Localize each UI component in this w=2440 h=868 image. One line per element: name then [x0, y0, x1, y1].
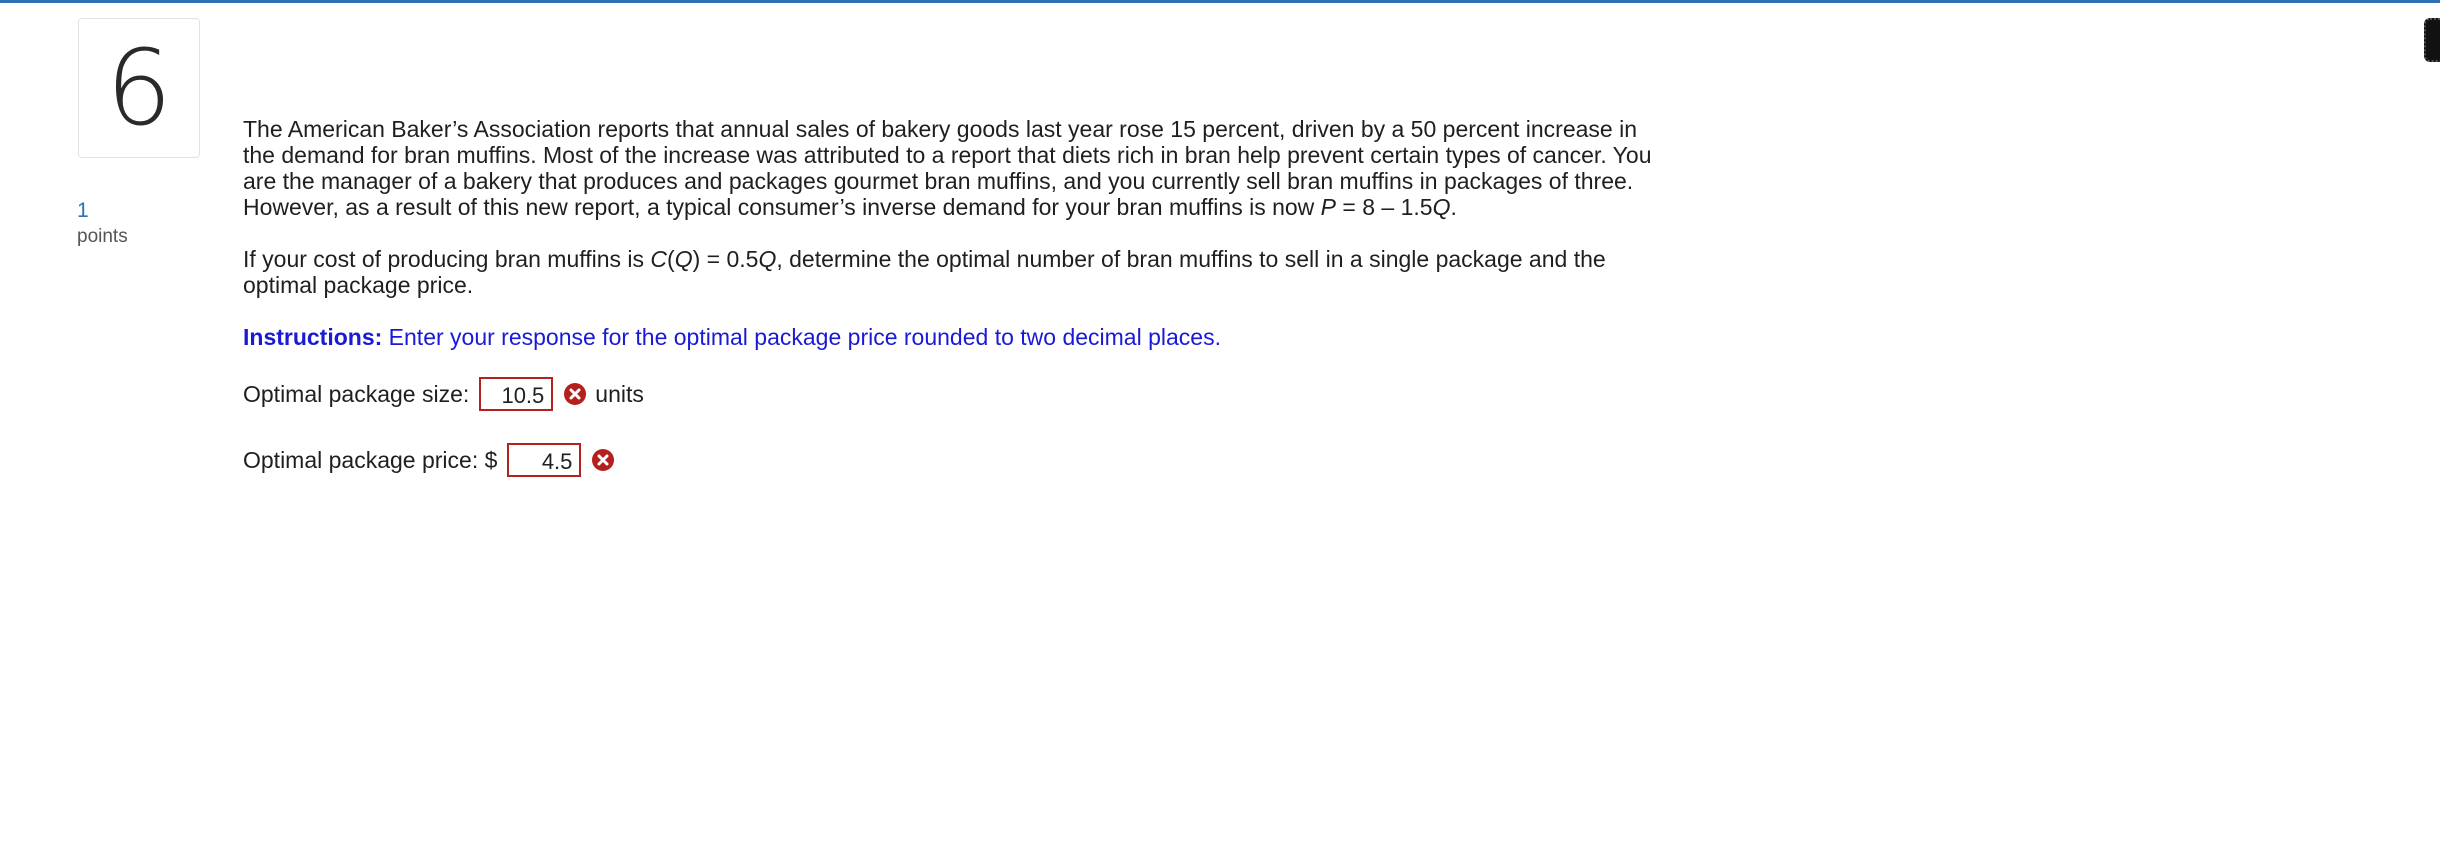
question-content: [243, 116, 1663, 478]
problem-paragraph-1: The American Baker’s Association reports that annual sales of bakery goods last year rose 15 percent, driven by a 50 percent increase in the demand for bran muffins. Most of the increase was attributed to a report that diets rich in bran help prevent certain types of cancer. You are the manager of a bakery that produces and packages gourmet bran muffins, and you currently sell bran muffins in packages of three. However, as a result of this new report, a typical consumer’s inverse demand for your bran muffins is now P = 8 – 1.5Q.: [243, 116, 1652, 220]
package-size-row: [243, 376, 1663, 412]
top-accent-bar: [0, 0, 2440, 3]
points-label: points: [77, 226, 128, 247]
error-icon: [563, 382, 587, 406]
question-number: 6: [105, 27, 173, 149]
package-price-label: Optimal package price: $: [243, 447, 498, 473]
side-panel-handle[interactable]: [2424, 18, 2440, 62]
package-price-input[interactable]: [507, 443, 581, 477]
question-number-box: [78, 18, 200, 158]
problem-paragraph-2: If your cost of producing bran muffins is C(Q) = 0.5Q, determine the optimal number of bran muffins to sell in a single package and the optimal package price.: [243, 246, 1606, 298]
package-size-label: Optimal package size:: [243, 381, 470, 407]
package-price-row: [243, 442, 1663, 478]
package-size-input[interactable]: [479, 377, 553, 411]
package-size-unit: units: [595, 381, 644, 407]
points-value: 1: [77, 199, 89, 222]
error-icon: [591, 448, 615, 472]
instructions: Instructions: Enter your response for the optimal package price rounded to two decimal places.: [243, 324, 1221, 350]
